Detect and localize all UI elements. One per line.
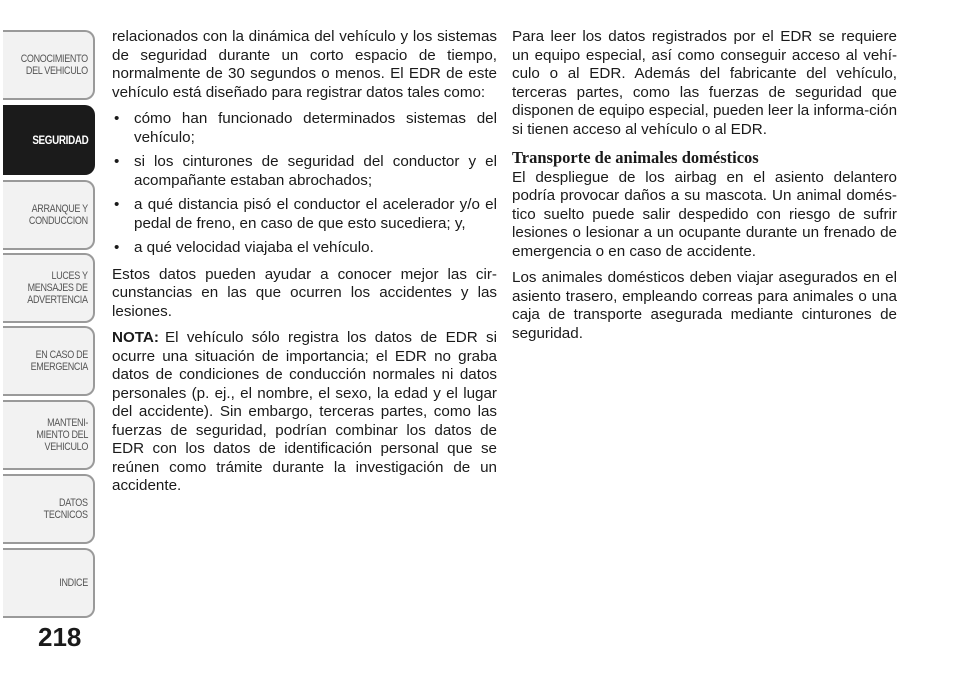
tab-label: INDICE xyxy=(59,577,88,589)
pets-secure-paragraph: Los animales domésticos deben viajar asegurados en el asiento trasero, empleando correas para animales o una caja de transporte asegurada mediante cinturones de seguridad. xyxy=(512,269,897,342)
tab-seguridad[interactable] xyxy=(3,105,95,175)
left-column xyxy=(112,28,497,504)
tab-mantenimiento-del-vehiculo[interactable] xyxy=(3,400,95,470)
tab-label: DATOS TECNICOS xyxy=(44,497,88,521)
nota-label: NOTA: xyxy=(112,329,159,346)
nota-text: El vehículo sólo registra los datos de EDR si ocurre una situación de importancia; el EDR no graba datos de condiciones de conducción normales ni datos personales (p. ej., el nombre, el sexo, la edad y el lugar del accidente). Sin embargo, terceras partes, como las fuerzas de seguridad, podrían combinar los datos de EDR con los datos de identificación personal que se reúnen como trámite durante la investigación de un accidente. xyxy=(112,329,497,494)
list-item: • cómo han funcionado determinados sistemas del vehículo; xyxy=(112,110,497,147)
tab-label: SEGURIDAD xyxy=(31,133,88,147)
tab-arranque-y-conduccion[interactable] xyxy=(3,180,95,250)
tab-en-caso-de-emergencia[interactable] xyxy=(3,326,95,396)
list-item: • a qué distancia pisó el conductor el acelerador y/o el pedal de freno, en caso de que esto sucediera; y, xyxy=(112,196,497,233)
intro-paragraph: relacionados con la dinámica del vehículo y los sistemas de seguridad durante un corto espacio de tiempo, normalmente de 30 segundos o menos. El EDR de este vehículo está diseñado para registrar datos tales como: xyxy=(112,28,497,101)
tab-luces-y-mensajes[interactable] xyxy=(3,253,95,323)
tab-conocimiento-del-vehiculo[interactable] xyxy=(3,30,95,100)
right-column xyxy=(512,28,897,351)
tab-label: MANTENI- MIENTO DEL VEHICULO xyxy=(36,417,88,453)
edr-access-paragraph: Para leer los datos registrados por el EDR se requiere un equipo especial, así como conseguir acceso al vehí-culo o al EDR. Además del fabricante del vehículo, terceras partes, como las fuerzas de seguridad que disponen de equipo especial, pueden leer la informa-ción si tienen acceso al vehículo o al EDR. xyxy=(512,28,898,138)
tab-label: ARRANQUE Y CONDUCCION xyxy=(29,203,88,227)
page-number: 218 xyxy=(38,622,82,652)
list-item: • si los cinturones de seguridad del conductor y el acompañante estaban abrochados; xyxy=(112,153,497,190)
accident-paragraph: Estos datos pueden ayudar a conocer mejor las cir-cunstancias en las que ocurren los accidentes y las lesiones. xyxy=(112,265,497,320)
edr-data-list xyxy=(112,110,497,258)
tab-label: EN CASO DE EMERGENCIA xyxy=(30,349,88,373)
tab-label: LUCES Y MENSAJES DE ADVERTENCIA xyxy=(27,270,88,306)
tab-indice[interactable] xyxy=(3,548,95,618)
nota-paragraph xyxy=(112,329,497,496)
list-item: • a qué velocidad viajaba el vehículo. xyxy=(112,239,497,258)
section-heading: Transporte de animales domésticos xyxy=(512,148,759,167)
tab-datos-tecnicos[interactable] xyxy=(3,474,95,544)
pets-airbag-paragraph: El despliegue de los airbag en el asiento delantero podría provocar daños a su mascota. Un animal domés-tico suelto puede salir despedido con riesgo de sufrir lesiones o lesionar a un ocupante durante un frenado de emergencia o en caso de accidente. xyxy=(512,168,897,260)
tab-label: CONOCIMIENTO DEL VEHICULO xyxy=(20,53,88,77)
chapter-tabs xyxy=(0,0,100,678)
